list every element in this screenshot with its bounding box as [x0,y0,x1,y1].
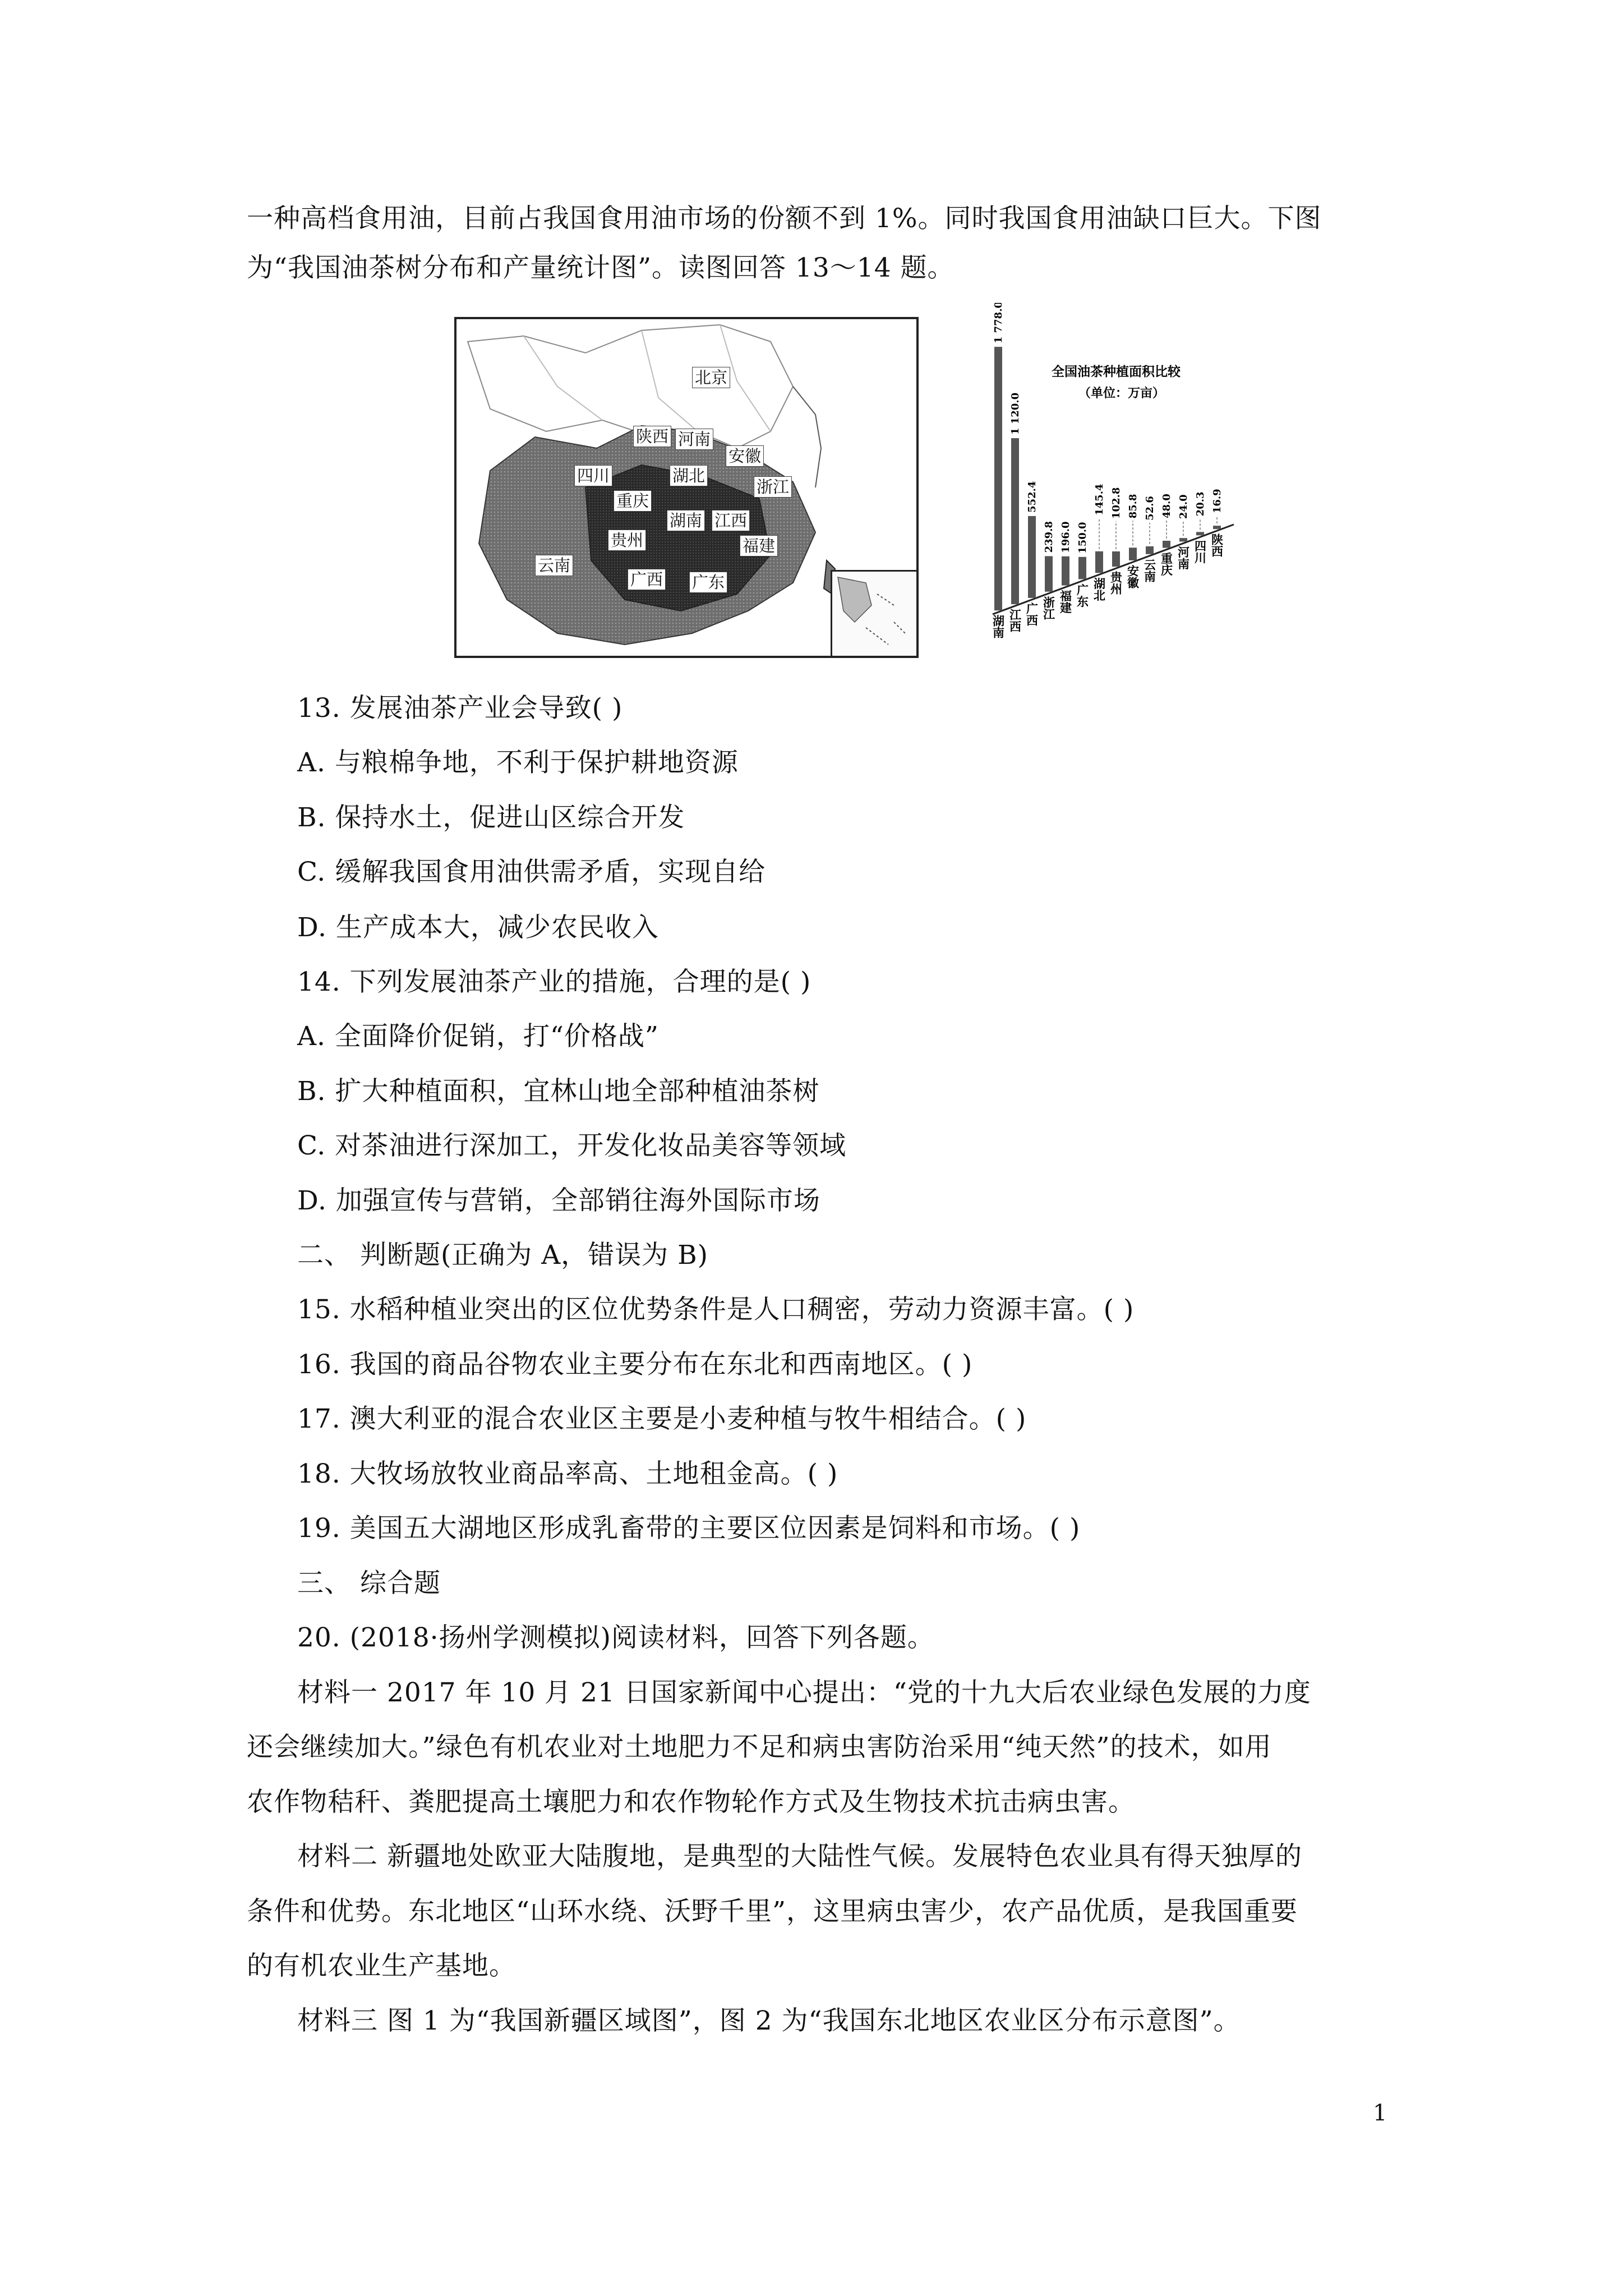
province-label: 陕西 [633,426,671,447]
province-label: 湖北 [670,465,708,486]
chart-value-label: 20.3 [1195,491,1206,517]
section-3-title: 三、 综合题 [297,1568,441,1599]
material-2-line-1: 材料二 新疆地处欧亚大陆腹地，是典型的大陆性气候。发展特色农业具有得天独厚的 [297,1841,1302,1872]
q14-option-a: A. 全面降价促销，打“价格战” [297,1021,659,1052]
material-2-line-2: 条件和优势。东北地区“山环水绕、沃野千里”，这里病虫害少，农产品优质，是我国重要 [247,1896,1298,1927]
q14-option-c: C. 对茶油进行深加工，开发化妆品美容等领域 [297,1130,847,1161]
material-3-line: 材料三 图 1 为“我国新疆区域图”，图 2 为“我国东北地区农业区分布示意图”。 [297,2005,1241,2036]
province-label: 湖南 [667,510,705,531]
chart-title: 全国油茶种植面积比较 [1052,364,1181,379]
judge-item-15: 15. 水稻种植业突出的区位优势条件是人口稠密，劳动力资源丰富。( ) [297,1294,1135,1325]
chart-bar [994,347,1002,610]
chart-bar [1078,557,1086,579]
chart-bar [1196,532,1204,535]
chart-category-label: 安徽 [1126,564,1140,588]
chart-category-label: 云南 [1142,558,1157,582]
chart-category-label: 湖南 [991,615,1006,639]
chart-bar [1028,516,1036,598]
chart-bar [1179,538,1187,541]
province-label: 江西 [712,510,750,531]
material-1-line-2: 还会继续加大。”绿色有机农业对土地肥力不足和病虫害防治采用“纯天然”的技术，如用 [247,1732,1272,1763]
chart-value-label: 52.6 [1144,496,1156,521]
chart-bar [1112,551,1120,567]
q14-stem: 14. 下列发展油茶产业的措施，合理的是( ) [297,967,811,997]
chart-bar [1062,556,1069,586]
chart-value-label: 1 120.0 [1009,392,1021,435]
south-china-sea-inset [831,570,916,656]
province-label: 四川 [574,465,612,486]
chart-category-label: 广东 [1075,583,1090,608]
section-2-title: 二、 判断题(正确为 A，错误为 B) [297,1240,708,1271]
chart-category-label: 福建 [1058,590,1073,614]
province-label: 广东 [689,572,727,593]
chart-category-label: 江西 [1008,609,1022,633]
chart-value-label: 552.4 [1026,481,1038,513]
oil-tea-area-chart [976,303,1256,673]
q13-option-d: D. 生产成本大，减少农民收入 [297,912,659,943]
province-label: 北京 [692,367,730,388]
material-2-line-3: 的有机农业生产基地。 [247,1950,516,1981]
q13-option-b: B. 保持水土，促进山区综合开发 [297,802,685,833]
q20-stem: 20. (2018·扬州学测模拟)阅读材料，回答下列各题。 [297,1622,934,1653]
oil-tea-distribution-map [454,317,919,658]
province-label: 安徽 [726,445,764,467]
judge-item-17: 17. 澳大利亚的混合农业区主要是小麦种植与牧牛相结合。( ) [297,1404,1027,1434]
q14-option-d: D. 加强宣传与营销，全部销往海外国际市场 [297,1185,820,1216]
chart-bar [1146,546,1154,554]
q13-option-c: C. 缓解我国食用油供需矛盾，实现自给 [297,857,766,887]
chart-category-label: 四川 [1193,540,1207,564]
chart-bar [1011,438,1019,604]
chart-value-label: 16.9 [1211,489,1223,514]
chart-category-label: 重庆 [1159,552,1174,576]
chart-svg [976,303,1256,673]
material-1-line-1: 材料一 2017 年 10 月 21 日国家新闻中心提出：“党的十九大后农业绿色发展的力度 [297,1677,1311,1708]
province-label: 浙江 [754,476,792,498]
chart-value-label: 196.0 [1060,521,1072,553]
province-label: 贵州 [608,530,646,551]
province-label: 福建 [740,535,778,556]
chart-value-label: 150.0 [1077,522,1089,554]
province-label: 河南 [675,429,713,450]
judge-item-19: 19. 美国五大湖地区形成乳畜带的主要区位因素是饲料和市场。( ) [297,1513,1081,1544]
judge-item-16: 16. 我国的商品谷物农业主要分布在东北和西南地区。( ) [297,1349,973,1380]
chart-value-label: 239.8 [1043,521,1055,553]
chart-bar [1095,551,1103,573]
chart-value-label: 24.0 [1178,494,1189,519]
chart-category-label: 陕西 [1210,533,1224,558]
chart-bar [1213,526,1221,529]
chart-value-label: 48.0 [1161,494,1173,518]
chart-category-label: 河南 [1176,546,1191,570]
province-label: 广西 [628,569,666,590]
province-label: 重庆 [614,490,652,512]
chart-unit: （单位：万亩） [1078,386,1165,401]
intro-line-1: 一种高档食用油，目前占我国食用油市场的份额不到 1%。同时我国食用油缺口巨大。下图 [247,203,1322,234]
judge-item-18: 18. 大牧场放牧业商品率高、土地租金高。( ) [297,1458,838,1489]
q13-stem: 13. 发展油茶产业会导致( ) [297,693,623,724]
chart-value-label: 102.8 [1110,487,1122,519]
chart-value-label: 145.4 [1094,484,1105,516]
chart-bar [1129,547,1137,560]
chart-category-label: 广西 [1025,602,1039,626]
chart-category-label: 贵州 [1109,571,1123,595]
chart-value-label: 85.8 [1127,494,1139,519]
chart-value-label: 1 778.0 [993,303,1004,344]
page-number: 1 [1373,2100,1387,2126]
chart-category-label: 湖北 [1092,577,1106,601]
material-1-line-3: 农作物秸秆、粪肥提高土壤肥力和农作物轮作方式及生物技术抗击病虫害。 [247,1787,1135,1818]
province-label: 云南 [535,555,573,576]
chart-bar [1163,541,1170,548]
q13-option-a: A. 与粮棉争地，不利于保护耕地资源 [297,747,739,778]
intro-line-2: 为“我国油茶树分布和产量统计图”。读图回答 13～14 题。 [247,252,955,283]
q14-option-b: B. 扩大种植面积，宜林山地全部种植油茶树 [297,1076,820,1107]
chart-bar [1045,556,1053,591]
chart-category-label: 浙江 [1041,596,1056,620]
